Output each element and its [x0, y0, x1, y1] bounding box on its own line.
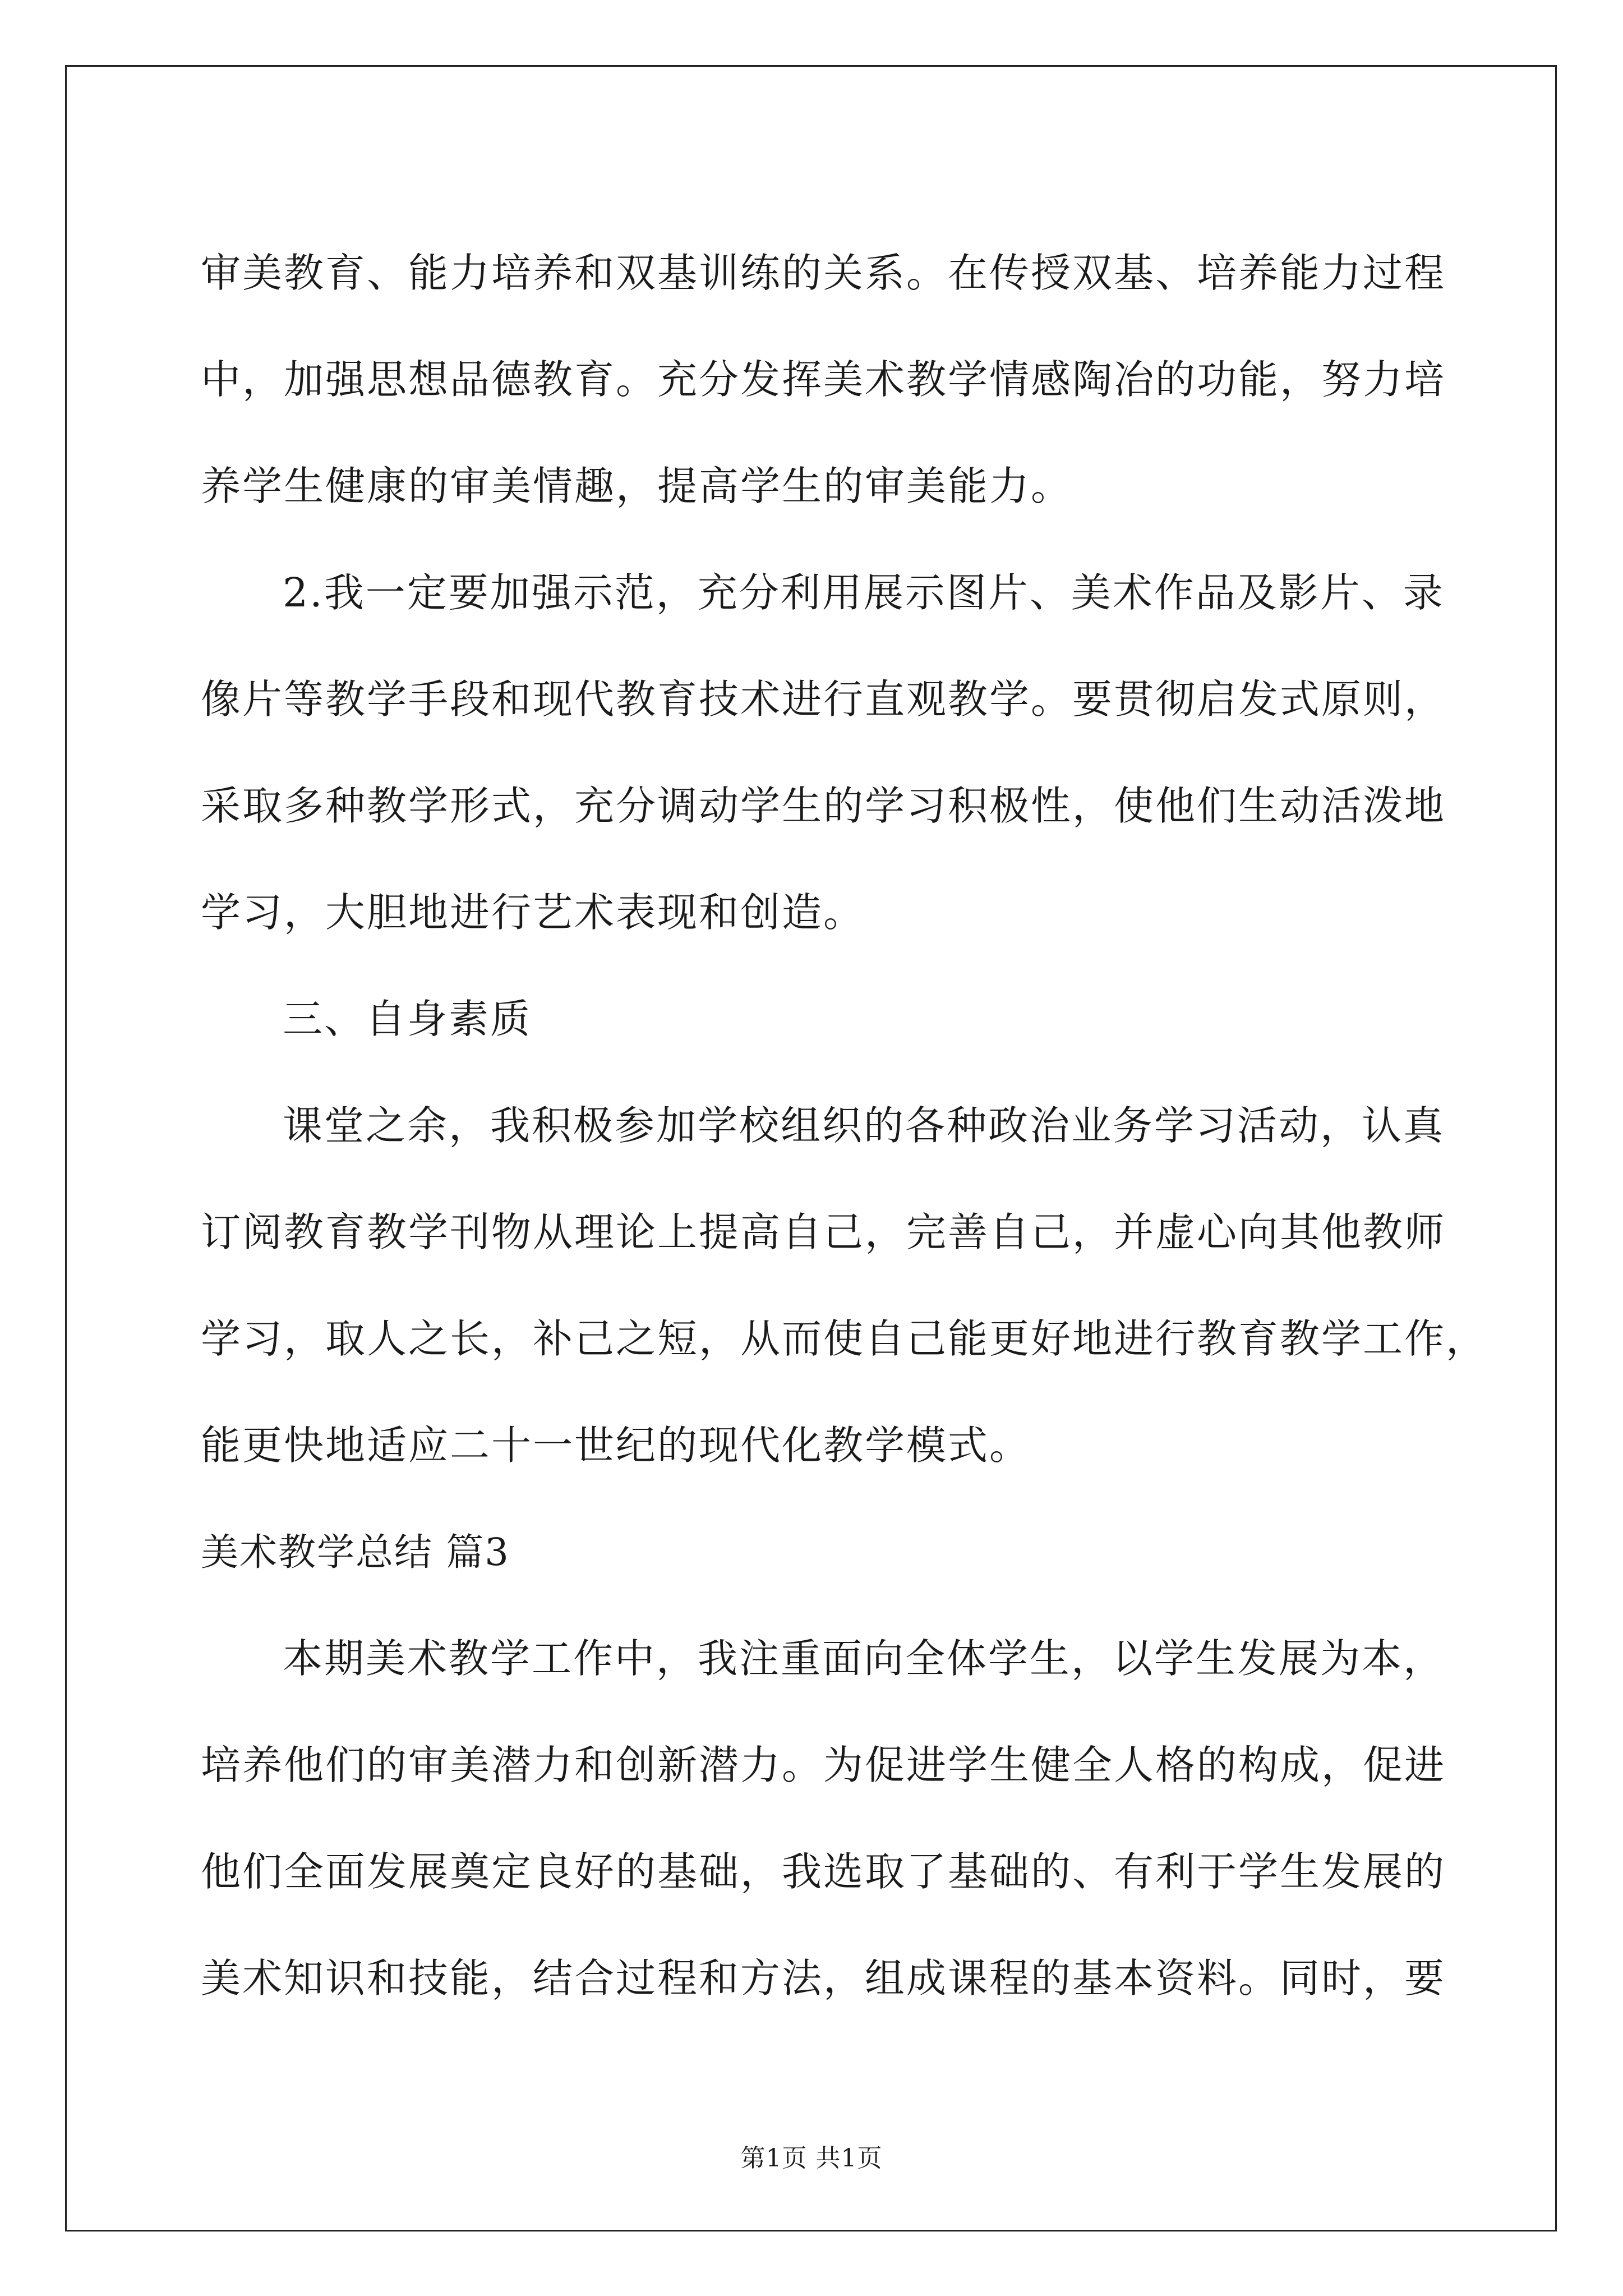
document-body	[201, 220, 1488, 2032]
paragraph-line: 学习，大胆地进行艺术表现和创造。	[201, 889, 865, 936]
section-heading: 三、自身素质	[283, 996, 532, 1042]
paragraph-line: 培养他们的审美潜力和创新潜力。为促进学生健全人格的构成，促进	[201, 1742, 1446, 1788]
page-footer: 第1页 共1页	[740, 2144, 883, 2173]
paragraph-line: 课堂之余，我积极参加学校组织的各种政治业务学习活动，认真	[283, 1102, 1445, 1149]
paragraph-line: 学习，取人之长，补己之短，从而使自己能更好地进行教育教学工作，	[201, 1315, 1488, 1362]
paragraph-line: 能更快地适应二十一世纪的现代化教学模式。	[201, 1422, 1031, 1469]
paragraph-line: 像片等教学手段和现代教育技术进行直观教学。要贯彻启发式原则，	[201, 676, 1446, 723]
paragraph-line: 他们全面发展奠定良好的基础，我选取了基础的、有利于学生发展的	[201, 1848, 1446, 1895]
paragraph-line: 中，加强思想品德教育。充分发挥美术教学情感陶冶的功能，努力培	[201, 356, 1446, 403]
paragraph-line: 审美教育、能力培养和双基训练的关系。在传授双基、培养能力过程	[201, 250, 1446, 296]
paragraph-line: 本期美术教学工作中，我注重面向全体学生，以学生发展为本，	[283, 1635, 1445, 1682]
paragraph-line: 采取多种教学形式，充分调动学生的学习积极性，使他们生动活泼地	[201, 783, 1446, 829]
paragraph-line: 2.我一定要加强示范，充分利用展示图片、美术作品及影片、录	[283, 569, 1445, 616]
paragraph-line: 美术知识和技能，结合过程和方法，组成课程的基本资料。同时，要	[201, 1955, 1446, 2001]
article-title: 美术教学总结 篇3	[201, 1530, 510, 1574]
paragraph-line: 养学生健康的审美情趣，提高学生的审美能力。	[201, 463, 1073, 509]
paragraph-line: 订阅教育教学刊物从理论上提高自己，完善自己，并虚心向其他教师	[201, 1209, 1446, 1255]
